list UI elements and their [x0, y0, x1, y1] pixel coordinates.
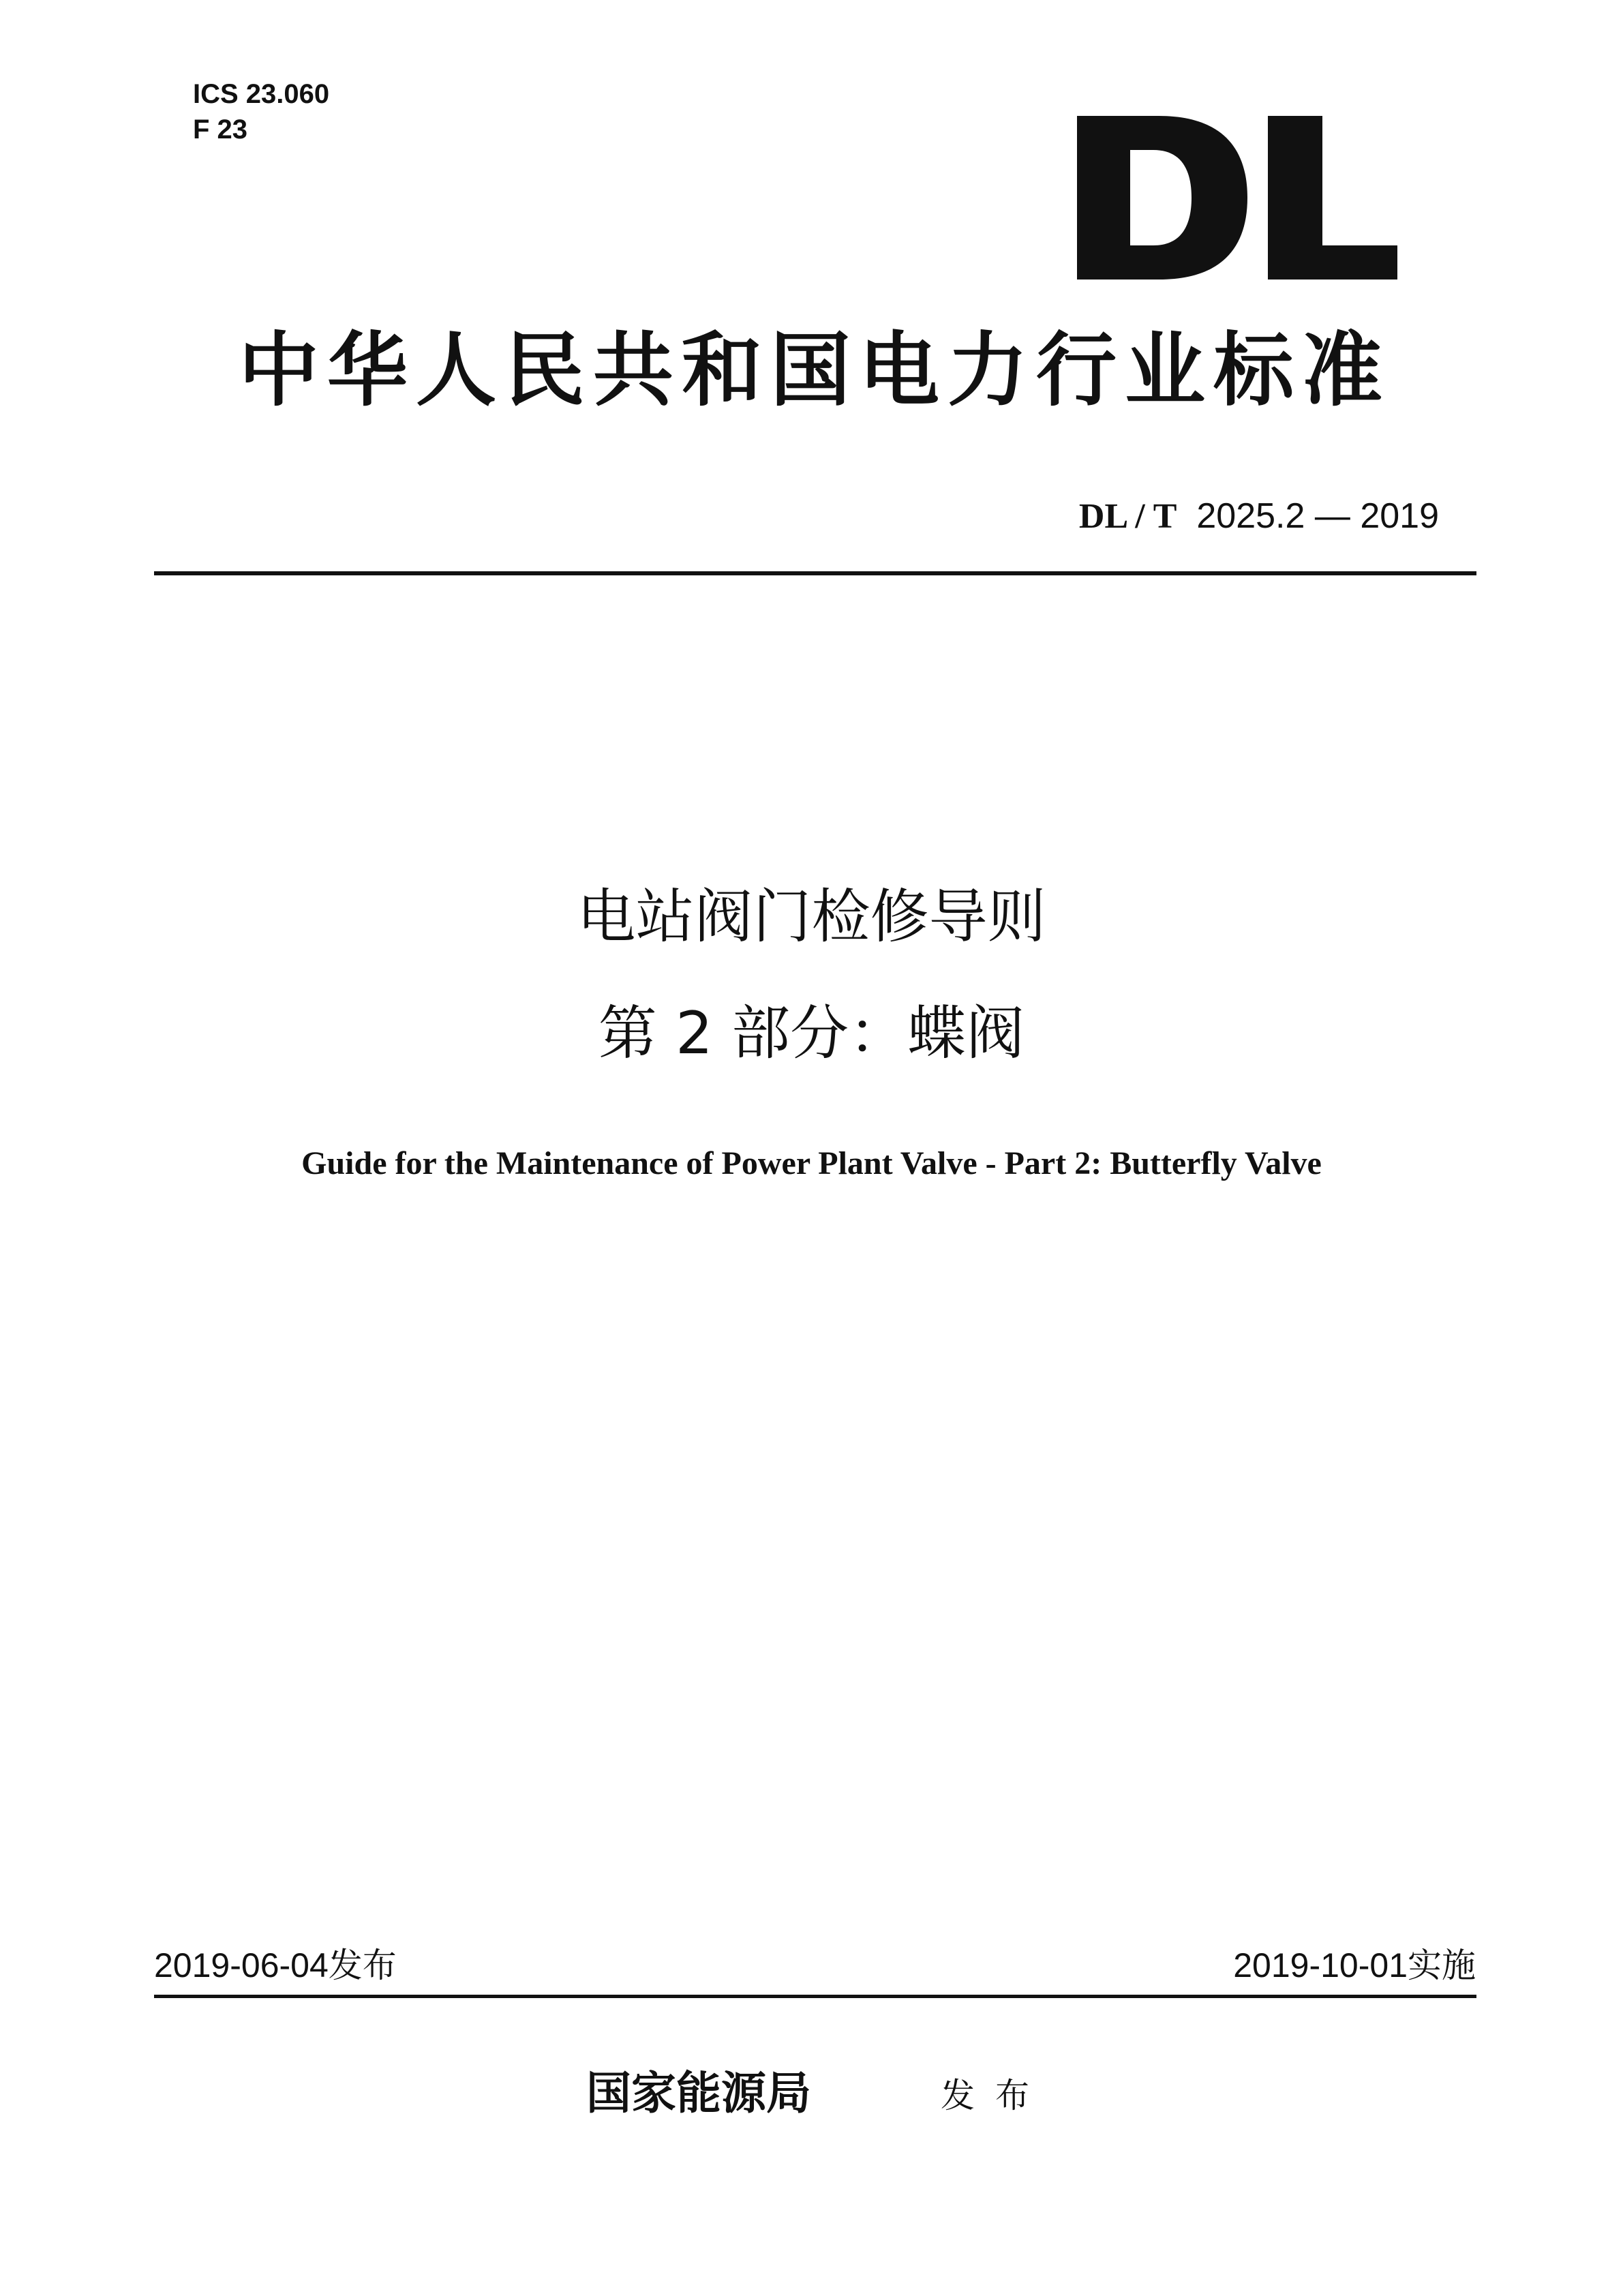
- english-title: Guide for the Maintenance of Power Plant Valve - Part 2: Butterfly Valve: [301, 1145, 1322, 1181]
- classification-code: F 23: [193, 115, 248, 145]
- publisher-name: 国家能源局: [586, 2066, 811, 2119]
- classification-block: [193, 76, 329, 147]
- publish-label: 发布: [941, 2076, 1050, 2115]
- dl-logo-letter-l: [1268, 116, 1397, 280]
- standard-number: [1079, 492, 1439, 541]
- ics-code: ICS 23.060: [193, 79, 330, 109]
- chinese-title-line-2: 第 2 部分：蝶阀: [598, 999, 1025, 1068]
- issuing-industry-title: 中华人民共和国电力行业标准: [238, 323, 1391, 417]
- standard-prefix: DL / T: [1078, 497, 1177, 536]
- bottom-divider: [154, 1995, 1476, 1998]
- standard-number-value: 2025.2 — 2019: [1196, 496, 1439, 536]
- top-divider: [154, 571, 1476, 575]
- dl-logo: [1077, 116, 1397, 280]
- implementation-date: 2019-10-01实施: [1233, 1946, 1476, 1984]
- chinese-title-line-1: 电站阀门检修导则: [577, 883, 1046, 951]
- dl-logo-letter-d: [1077, 116, 1247, 280]
- issue-date: 2019-06-04发布: [154, 1946, 397, 1984]
